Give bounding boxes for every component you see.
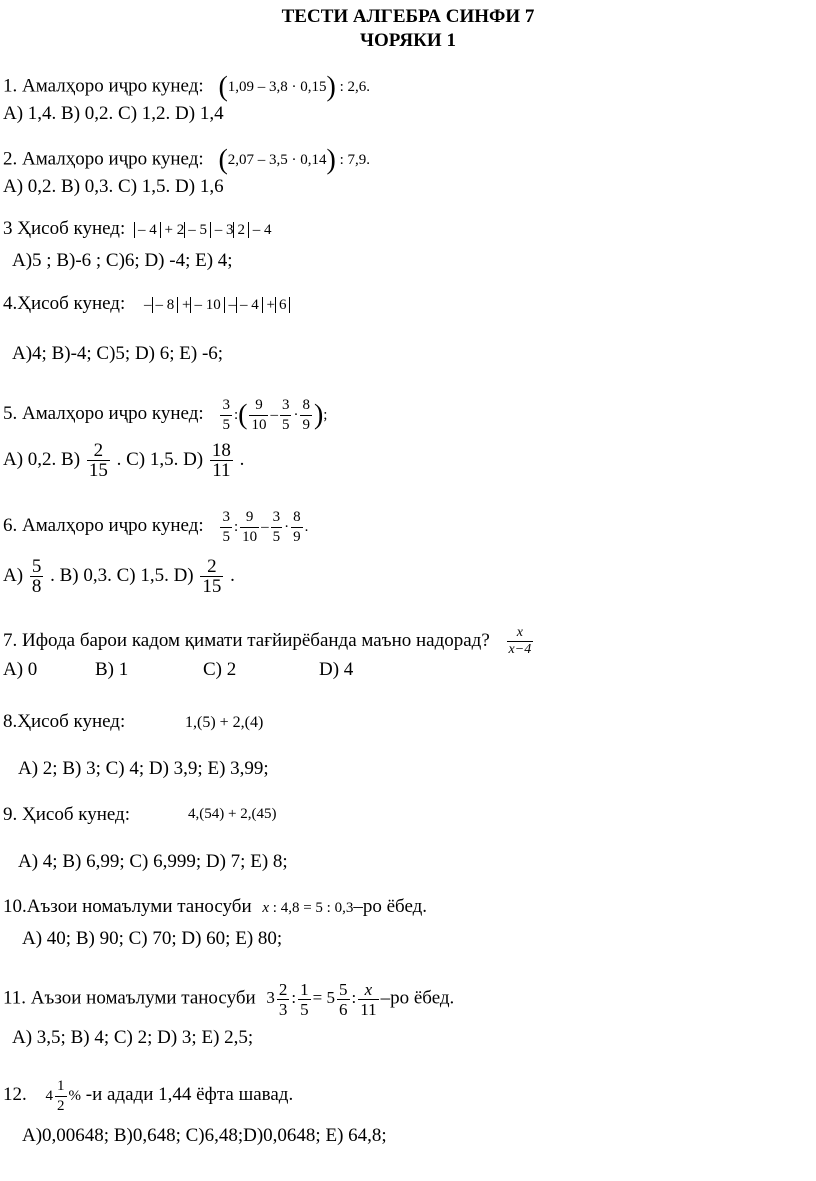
question-3-expression: – 4 + 2 – 5 – 3 2 – 4: [134, 222, 271, 238]
question-8-expression: 1,(5) + 2,(4): [185, 714, 264, 731]
question-5: [3, 396, 327, 435]
question-10-prompt: 10.Аъзои номаълуми таносуби: [3, 896, 252, 917]
question-1-expression: (1,09 – 3,8 · 0,15) : 2,6.: [218, 72, 371, 103]
question-8-prompt: 8.Ҳисоб кунед:: [3, 711, 126, 732]
question-6-expression: $\frac{3}{5}$ : $\frac{9}{10}$ – $\frac{3}{5}$ · $\frac{8}{9}$ .: [222, 509, 309, 545]
title-line-1: ТЕСТИ АЛГЕБРА СИНФИ 7: [281, 6, 535, 27]
question-12-answers: A)0,00648; B)0,648; C)6,48;D)0,0648; E) 64,8;: [22, 1125, 387, 1146]
question-5-answers: A) 0,2. B) $\frac{2}{15}$ . C) 1,5. D) $\frac{18}{11}$ .: [3, 440, 245, 481]
question-4: [3, 293, 290, 316]
answer-b-fraction: $\frac{2}{15}$: [88, 440, 108, 481]
answer-b: B) 1: [95, 659, 129, 680]
question-11-expression: 3 $\frac{2}{3}$ : $\frac{1}{5}$ = 5 $\frac{5}{6}$ : $\frac{x}{11}$: [266, 980, 377, 1019]
question-3-answers: A)5 ; B)-6 ; C)6; D) -4; E) 4;: [12, 250, 233, 271]
question-4-prompt: 4.Ҳисоб кунед:: [3, 293, 126, 314]
question-11-prompt: 11. Аъзои номаълуми таносуби: [3, 987, 256, 1009]
question-11: [3, 980, 454, 1019]
question-12-expression: 4 $\frac{1}{2}$ %: [45, 1078, 81, 1114]
question-10-answers: A) 40; B) 90; C) 70; D) 60; E) 80;: [22, 928, 283, 949]
question-7: [3, 625, 535, 658]
question-12: [3, 1077, 293, 1116]
question-5-expression: $\frac{3}{5}$ :( $\frac{9}{10}$ – $\frac{3}{5}$ · $\frac{8}{9}$ );: [222, 397, 328, 433]
question-12-prompt: 12.: [3, 1083, 27, 1105]
question-2: [3, 147, 370, 175]
answer-d: D) 4: [319, 659, 354, 680]
question-5-prompt: 5. Амалҳоро иҷро кунед:: [3, 402, 204, 424]
question-9-expression: 4,(54) + 2,(45): [188, 806, 277, 822]
answer-d-fraction: $\frac{2}{15}$: [202, 556, 222, 597]
question-6-prompt: 6. Амалҳоро иҷро кунед:: [3, 514, 204, 536]
question-8: [3, 711, 125, 733]
question-7-prompt: 7. Ифода барои кадом қимати тағйирёбанда маъно надорад?: [3, 629, 490, 651]
question-6: [3, 508, 308, 547]
question-2-expression: (2,07 – 3,5 · 0,14) : 7,9.: [218, 145, 371, 176]
question-2-prompt: 2. Амалҳоро иҷро кунед:: [3, 148, 204, 170]
answer-c: C) 2: [203, 659, 237, 680]
question-4-answers: A)4; B)-4; C)5; D) 6; E) -6;: [12, 343, 224, 364]
answer-d-fraction: $\frac{18}{11}$: [211, 440, 231, 481]
question-2-answers: A) 0,2. B) 0,3. C) 1,5. D) 1,6: [3, 176, 224, 197]
answer-a-fraction: $\frac{5}{8}$: [31, 556, 42, 597]
question-9-answers: A) 4; B) 6,99; C) 6,999; D) 7; E) 8;: [18, 851, 288, 872]
question-9: [3, 804, 130, 826]
answer-a: A) 0: [3, 659, 38, 680]
question-7-expression: $\frac{x}{x-4}$: [508, 625, 532, 657]
question-12-suffix: -и адади 1,44 ёфта шавад.: [85, 1083, 294, 1105]
question-10-suffix: –ро ёбед.: [353, 896, 428, 917]
question-1: [3, 74, 370, 102]
title-line-2: ЧОРЯКИ 1: [360, 30, 456, 51]
question-1-answers: A) 1,4. B) 0,2. C) 1,2. D) 1,4: [3, 103, 224, 124]
question-10-expression: x : 4,8 = 5 : 0,3: [262, 900, 354, 916]
question-6-answers: A) $\frac{5}{8}$ . B) 0,3. C) 1,5. D) $\frac{2}{15}$ .: [3, 556, 235, 597]
question-10: [3, 896, 427, 919]
question-11-suffix: –ро ёбед.: [380, 987, 455, 1009]
question-3-prompt: 3 Ҳисоб кунед:: [3, 218, 126, 239]
question-3: [3, 218, 271, 241]
question-11-answers: A) 3,5; B) 4; C) 2; D) 3; E) 2,5;: [12, 1027, 254, 1048]
question-8-answers: A) 2; B) 3; C) 4; D) 3,9; E) 3,99;: [18, 758, 269, 779]
question-9-prompt: 9. Ҳисоб кунед:: [3, 804, 130, 825]
question-4-expression: – – 8 + – 10 – – 4 + 6: [144, 297, 290, 313]
question-1-prompt: 1. Амалҳоро иҷро кунед:: [3, 75, 204, 97]
